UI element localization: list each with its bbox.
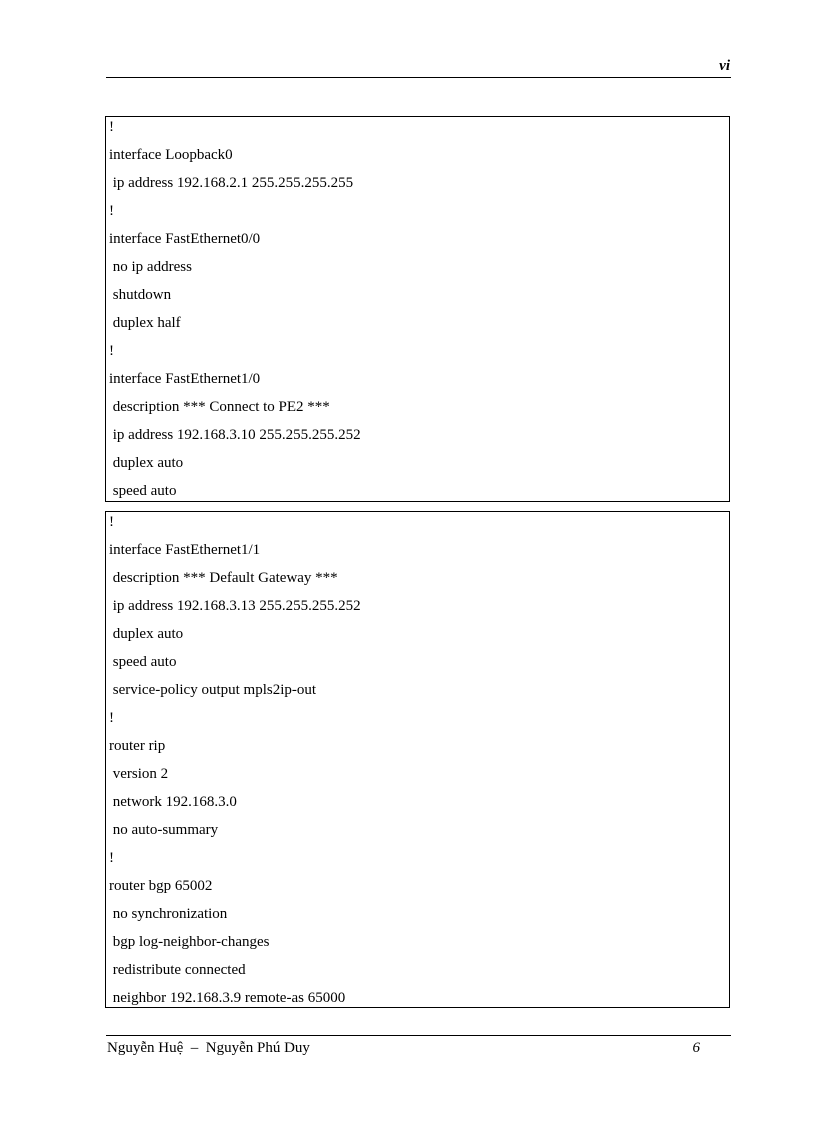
- code-line: description *** Connect to PE2 ***: [109, 399, 330, 415]
- config-code-block-2: [105, 511, 730, 1008]
- code-line: description *** Default Gateway ***: [109, 570, 338, 586]
- code-line: ip address 192.168.3.13 255.255.255.252: [109, 598, 361, 614]
- code-line: !: [109, 514, 114, 530]
- code-line: router bgp 65002: [109, 878, 213, 894]
- code-line: duplex auto: [109, 455, 184, 471]
- code-line: interface Loopback0: [109, 147, 233, 163]
- code-line: shutdown: [109, 287, 172, 303]
- code-line: neighbor 192.168.3.9 remote-as 65000: [109, 990, 346, 1006]
- footer-authors: Nguyễn Huệ – Nguyễn Phú Duy: [107, 1040, 310, 1056]
- code-line: speed auto: [109, 483, 177, 499]
- code-line: !: [109, 343, 114, 359]
- code-line: version 2: [109, 766, 169, 782]
- code-line: ip address 192.168.2.1 255.255.255.255: [109, 175, 354, 191]
- code-line: no synchronization: [109, 906, 228, 922]
- code-line: bgp log-neighbor-changes: [109, 934, 270, 950]
- header-divider: [106, 77, 731, 78]
- code-line: no auto-summary: [109, 822, 219, 838]
- code-line: !: [109, 203, 114, 219]
- code-line: no ip address: [109, 259, 192, 275]
- code-line: !: [109, 119, 114, 135]
- header-section-label: vi: [719, 58, 730, 74]
- code-line: interface FastEthernet0/0: [109, 231, 261, 247]
- footer-divider: [106, 1035, 731, 1036]
- code-line: redistribute connected: [109, 962, 246, 978]
- code-line: ip address 192.168.3.10 255.255.255.252: [109, 427, 361, 443]
- code-line: duplex auto: [109, 626, 184, 642]
- code-line: interface FastEthernet1/0: [109, 371, 261, 387]
- code-line: duplex half: [109, 315, 181, 331]
- config-code-block-1: [105, 116, 730, 502]
- code-line: interface FastEthernet1/1: [109, 542, 261, 558]
- code-line: network 192.168.3.0: [109, 794, 237, 810]
- code-line: !: [109, 850, 114, 866]
- code-line: router rip: [109, 738, 166, 754]
- code-line: speed auto: [109, 654, 177, 670]
- code-line: !: [109, 710, 114, 726]
- page-number: 6: [692, 1040, 700, 1056]
- code-line: service-policy output mpls2ip-out: [109, 682, 317, 698]
